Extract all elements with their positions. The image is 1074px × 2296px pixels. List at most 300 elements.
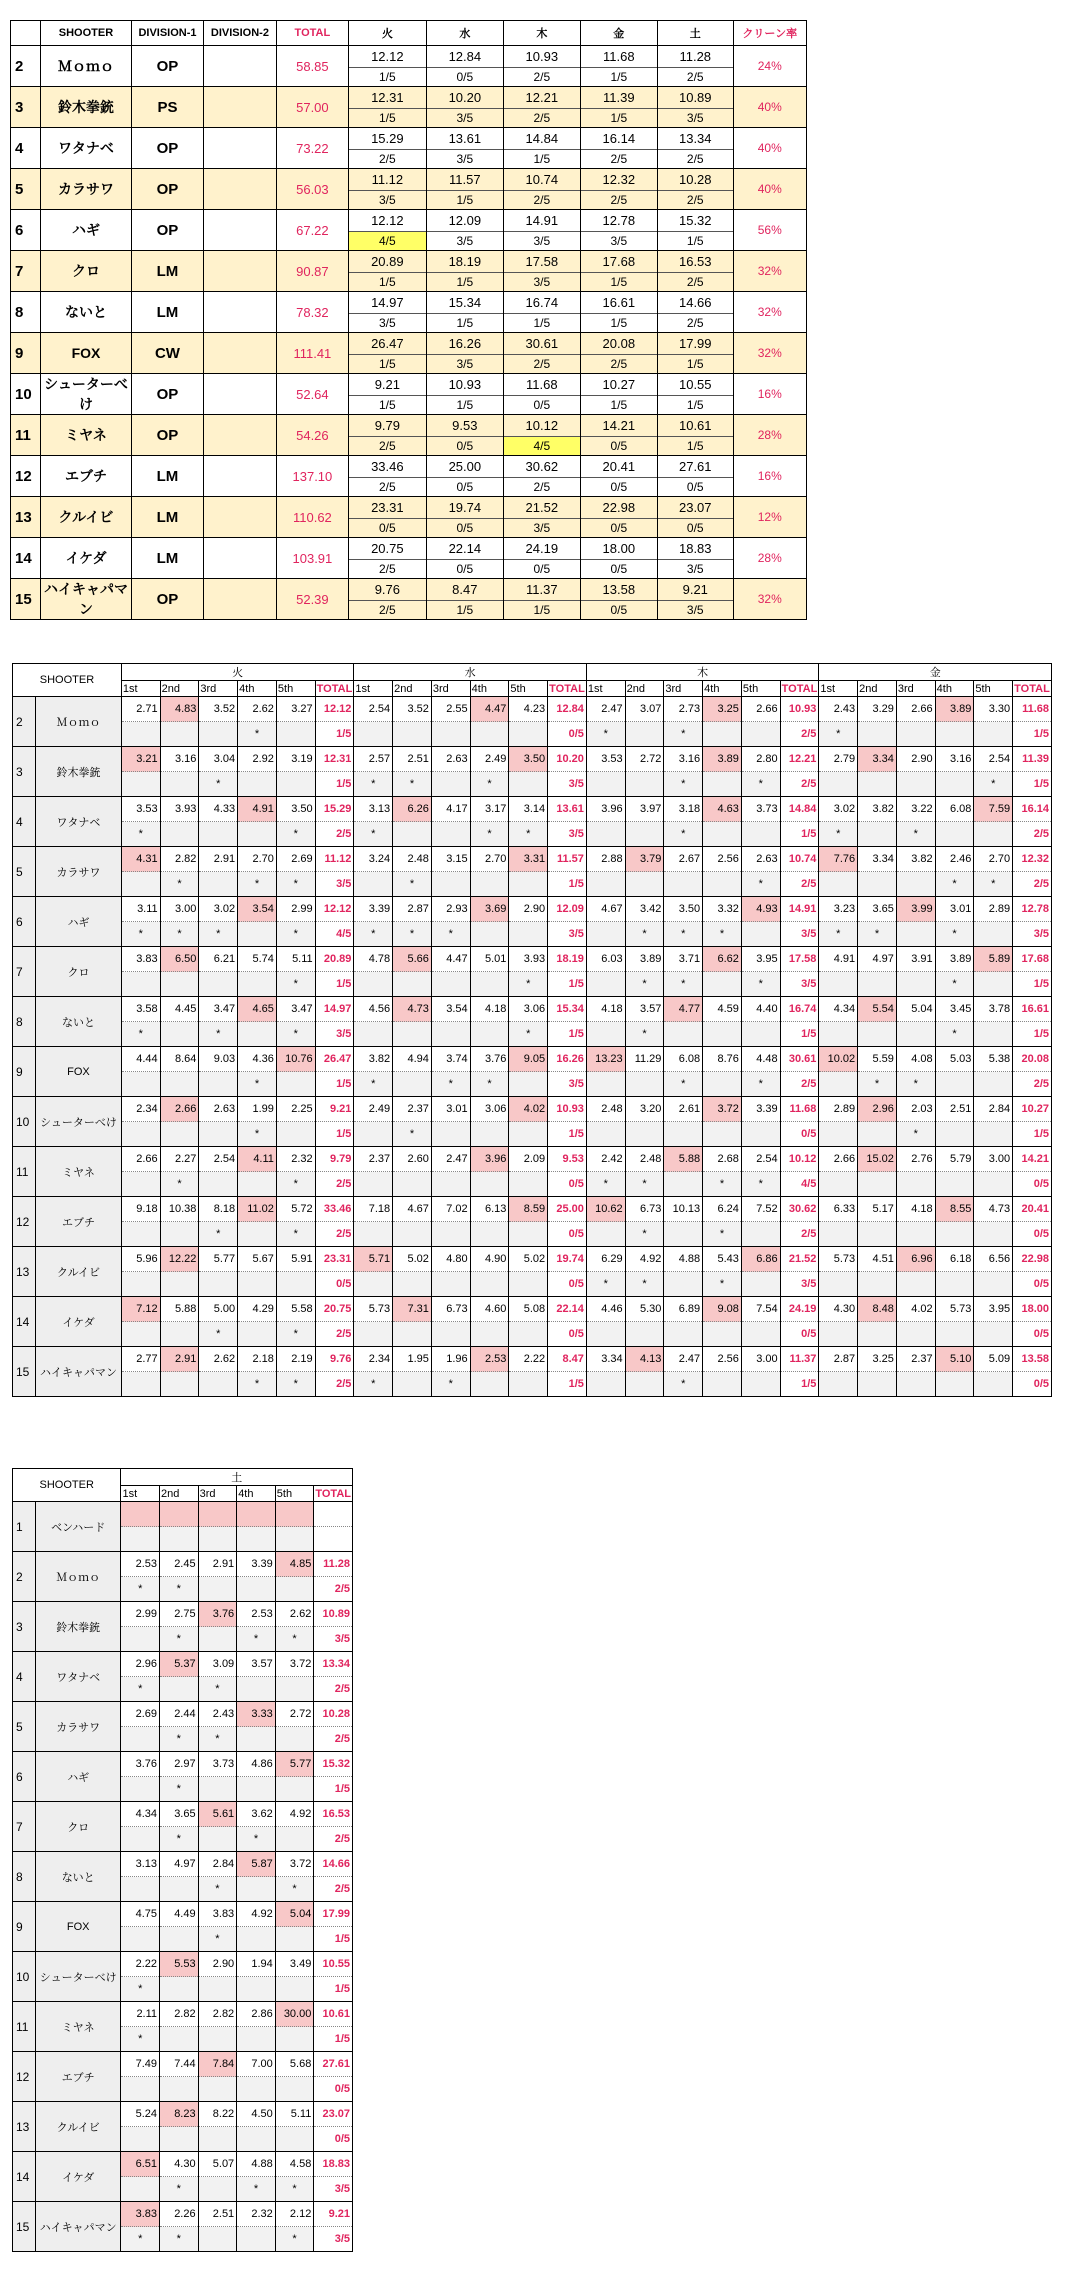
clean-mark [237, 1877, 276, 1902]
stage-time: 3.76 [470, 1047, 509, 1072]
stage-time: 2.70 [238, 847, 277, 872]
stage-header: 5th [741, 681, 780, 697]
clean-mark [121, 972, 160, 997]
stage-time: 3.82 [354, 1047, 393, 1072]
day-cell [580, 210, 657, 251]
clean-mark [354, 722, 393, 747]
day-clean-count [314, 1527, 353, 1552]
day-clean-count: 2/5 [780, 1222, 819, 1247]
day-time: 21.52 [504, 497, 579, 519]
day-cell [658, 497, 733, 538]
clean-mark [121, 1072, 160, 1097]
day-cell [349, 292, 426, 333]
clean-mark [121, 1372, 160, 1397]
clean-mark [509, 1372, 548, 1397]
stage-time: 11.29 [625, 1047, 664, 1072]
day-cell [426, 579, 503, 620]
stage-time: 2.56 [703, 847, 742, 872]
day-time: 30.61 [504, 333, 579, 355]
stage-time: 5.07 [198, 2152, 237, 2177]
stage-time: 4.23 [509, 697, 548, 722]
clean-mark [974, 1072, 1013, 1097]
day-time: 14.97 [349, 292, 425, 314]
day-time: 10.20 [427, 87, 503, 109]
day-clean: 1/5 [686, 234, 704, 248]
stage-time: 4.92 [237, 1902, 276, 1927]
stage-time: 5.87 [237, 1852, 276, 1877]
day-total: 12.21 [780, 747, 819, 772]
day-time: 12.09 [427, 210, 503, 232]
stage-time: 6.56 [974, 1247, 1013, 1272]
shooter-name: Ｍｏｍｏ [35, 1552, 121, 1602]
clean-mark: * [199, 922, 238, 947]
detail-mark-row [13, 1022, 1052, 1047]
stage-time: 6.08 [935, 797, 974, 822]
clean-mark: * [858, 1072, 897, 1097]
day-clean-count: 0/5 [548, 1222, 587, 1247]
stage-time: 2.56 [703, 1347, 742, 1372]
shooter-name: ハイキャパマン [35, 2202, 121, 2252]
stage-time: 5.00 [199, 1297, 238, 1322]
row-number: 7 [11, 251, 41, 292]
stage-header: 2nd [160, 681, 199, 697]
clean-mark [199, 1122, 238, 1147]
day-clean-count: 3/5 [548, 822, 587, 847]
stage-time: 6.33 [819, 1197, 858, 1222]
day-clean: 0/5 [456, 562, 474, 576]
day-time: 17.99 [658, 333, 732, 355]
row-number: 15 [13, 1347, 36, 1397]
clean-mark: * [160, 1727, 199, 1752]
day-clean: 0/5 [379, 521, 396, 535]
clean-mark [586, 1372, 625, 1397]
clean-mark [509, 1122, 548, 1147]
clean-mark: * [276, 1172, 315, 1197]
division-1: OP [131, 169, 203, 210]
stage-header: 4th [237, 1486, 276, 1502]
clean-mark [586, 1222, 625, 1247]
stage-time: 4.08 [896, 1047, 935, 1072]
stage-time: 4.47 [470, 697, 509, 722]
day-clean: 0/5 [456, 70, 474, 84]
day-total: 13.34 [314, 1652, 353, 1677]
stage-time: 3.82 [858, 797, 897, 822]
total-header: TOTAL [781, 682, 818, 695]
stage-time: 3.49 [275, 1952, 314, 1977]
day-time: 17.58 [504, 251, 579, 273]
stage-time: 4.90 [470, 1247, 509, 1272]
day-time: 25.00 [427, 456, 503, 478]
stage-time: 4.83 [160, 697, 199, 722]
day-clean-count: 2/5 [1013, 872, 1052, 897]
day-clean: 3/5 [610, 234, 628, 248]
day-clean-count: 0/5 [314, 2077, 353, 2102]
clean-mark [741, 1222, 780, 1247]
total-time: 137.10 [276, 456, 348, 497]
stage-time: 4.50 [237, 2102, 276, 2127]
stage-time: 6.08 [664, 1047, 703, 1072]
stage-time: 2.73 [664, 697, 703, 722]
clean-mark [431, 1322, 470, 1347]
clean-mark [160, 2077, 199, 2102]
stage-time: 4.45 [160, 997, 199, 1022]
stage-time: 3.52 [199, 697, 238, 722]
day-cell [580, 87, 657, 128]
day-clean: 1/5 [456, 193, 474, 207]
row-number: 8 [13, 1852, 36, 1902]
stage-time: 3.83 [121, 947, 160, 972]
clean-mark: * [199, 1222, 238, 1247]
day-cell [658, 46, 733, 87]
day-time: 22.14 [427, 538, 503, 560]
day-time: 15.34 [427, 292, 503, 314]
stage-time: 5.58 [276, 1297, 315, 1322]
stage-time: 4.13 [625, 1347, 664, 1372]
clean-mark: * [896, 1072, 935, 1097]
detail-time-row [13, 1702, 353, 1727]
stage-time: 3.16 [160, 747, 199, 772]
clean-mark [275, 1677, 314, 1702]
stage-time: 3.22 [896, 797, 935, 822]
clean-rate: 28% [733, 415, 807, 456]
clean-mark [974, 1272, 1013, 1297]
stage-time: 6.18 [935, 1247, 974, 1272]
clean-mark: * [625, 1222, 664, 1247]
stage-time: 6.89 [664, 1297, 703, 1322]
summary-row [11, 579, 807, 620]
day-time: 10.89 [658, 87, 732, 109]
clean-mark [819, 1372, 858, 1397]
day-time: 9.79 [349, 415, 425, 437]
division-2 [204, 87, 276, 128]
clean-mark [160, 1072, 199, 1097]
day-cell [658, 292, 733, 333]
row-number: 13 [11, 497, 41, 538]
summary-row [11, 415, 807, 456]
shooter-name: 鈴木拳銃 [36, 747, 122, 797]
clean-mark [238, 822, 277, 847]
day-cell [580, 251, 657, 292]
stage-time: 5.72 [276, 1197, 315, 1222]
clean-mark [896, 1322, 935, 1347]
stage-time: 3.52 [393, 697, 432, 722]
stage-time: 2.45 [160, 1552, 199, 1577]
shooter-name: FOX [36, 1047, 122, 1097]
detail-time-row [13, 1602, 353, 1627]
stage-time: 2.82 [160, 2002, 199, 2027]
clean-mark [238, 922, 277, 947]
stage-time: 4.92 [625, 1247, 664, 1272]
day-cell [580, 292, 657, 333]
day-time: 9.21 [658, 579, 732, 601]
stage-time: 2.60 [393, 1147, 432, 1172]
clean-mark [470, 1122, 509, 1147]
day-time: 10.61 [658, 415, 732, 437]
clean-mark [741, 1322, 780, 1347]
row-number: 5 [13, 1702, 36, 1752]
shooter-name: FOX [41, 333, 132, 374]
stage-time: 3.65 [858, 897, 897, 922]
day-total: 13.61 [548, 797, 587, 822]
stage-time: 2.57 [354, 747, 393, 772]
clean-mark: * [896, 1122, 935, 1147]
day-clean-count: 1/5 [314, 1777, 353, 1802]
clean-mark [160, 1322, 199, 1347]
day-total: 8.47 [548, 1347, 587, 1372]
total-header: TOTAL [1014, 682, 1050, 695]
stage-time: 5.68 [275, 2052, 314, 2077]
day-cell [504, 87, 580, 128]
day-clean: 0/5 [456, 480, 474, 494]
clean-mark [237, 1527, 276, 1552]
day-cell [349, 374, 426, 415]
day-total: 9.21 [314, 2202, 353, 2227]
stage-time: 5.74 [238, 947, 277, 972]
stage-time: 2.88 [586, 847, 625, 872]
stage-time: 5.10 [935, 1347, 974, 1372]
day-clean: 2/5 [533, 111, 551, 125]
clean-mark [393, 822, 432, 847]
day-cell [504, 579, 580, 620]
clean-mark: * [354, 822, 393, 847]
stage-time: 4.31 [121, 847, 160, 872]
stage-time: 3.23 [819, 897, 858, 922]
day-clean: 2/5 [610, 152, 628, 166]
division-1: LM [131, 538, 203, 579]
day-time: 17.68 [581, 251, 657, 273]
detail-time-row [13, 2202, 353, 2227]
day-clean: 0/5 [610, 521, 628, 535]
day-cell [580, 333, 657, 374]
clean-mark [121, 1272, 160, 1297]
day-total: 10.93 [780, 697, 819, 722]
day-cell [658, 333, 733, 374]
day-cell [349, 46, 426, 87]
day-total: 10.93 [548, 1097, 587, 1122]
stage-time: 5.11 [275, 2102, 314, 2127]
day-clean: 0/5 [610, 603, 628, 617]
stage-time: 9.18 [121, 1197, 160, 1222]
clean-mark [509, 772, 548, 797]
day-time: 16.53 [658, 251, 732, 273]
stage-time: 3.89 [625, 947, 664, 972]
stage-header: 1st [586, 681, 625, 697]
stage-time: 7.54 [741, 1297, 780, 1322]
clean-mark [431, 772, 470, 797]
clean-mark [664, 1172, 703, 1197]
day-clean-count: 1/5 [1013, 722, 1052, 747]
division-2 [204, 415, 276, 456]
clean-mark [935, 772, 974, 797]
stage-time: 5.11 [276, 947, 315, 972]
stage-time: 2.18 [238, 1347, 277, 1372]
day-cell [504, 128, 580, 169]
stage-time: 2.69 [121, 1702, 160, 1727]
day-header: 金 [819, 664, 1052, 681]
day-total: 20.41 [1013, 1197, 1052, 1222]
stage-time: 7.84 [198, 2052, 237, 2077]
day-total: 17.58 [780, 947, 819, 972]
stage-time: 2.67 [664, 847, 703, 872]
stage-time: 9.08 [703, 1297, 742, 1322]
summary-header-cell: 土 [658, 21, 733, 46]
day-clean-count: 2/5 [780, 772, 819, 797]
clean-mark [935, 1372, 974, 1397]
stage-time: 4.63 [703, 797, 742, 822]
clean-mark: * [664, 822, 703, 847]
detail-mark-row [13, 1222, 1052, 1247]
shooter-header: SHOOTER [13, 664, 122, 697]
summary-row [11, 87, 807, 128]
stage-time: 3.73 [198, 1752, 237, 1777]
day-total: 12.12 [315, 897, 354, 922]
stage-time: 5.67 [238, 1247, 277, 1272]
clean-mark [703, 1022, 742, 1047]
stage-time: 3.50 [664, 897, 703, 922]
stage-time: 2.42 [586, 1147, 625, 1172]
stage-time: 5.03 [935, 1047, 974, 1072]
division-1: OP [131, 210, 203, 251]
total-header: TOTAL [315, 1487, 351, 1500]
stage-time: 3.33 [237, 1702, 276, 1727]
day-clean: 0/5 [533, 398, 551, 412]
day-clean-count: 3/5 [314, 2227, 353, 2252]
stage-time: 4.34 [121, 1802, 160, 1827]
day-total: 27.61 [314, 2052, 353, 2077]
detail-time-row [13, 1097, 1052, 1122]
clean-mark [819, 1172, 858, 1197]
clean-mark [121, 2177, 160, 2202]
day-time: 14.91 [504, 210, 579, 232]
stage-time: 8.55 [935, 1197, 974, 1222]
clean-mark [198, 1627, 237, 1652]
stage-time: 3.07 [625, 697, 664, 722]
day-total: 11.68 [780, 1097, 819, 1122]
clean-mark [198, 1827, 237, 1852]
day-clean-count: 1/5 [314, 1927, 353, 1952]
row-number: 8 [11, 292, 41, 333]
clean-mark [354, 1222, 393, 1247]
day-time: 18.00 [581, 538, 657, 560]
clean-mark [121, 1727, 160, 1752]
shooter-name: ワタナベ [41, 128, 132, 169]
clean-mark [198, 1577, 237, 1602]
clean-mark [703, 1122, 742, 1147]
day-cell [504, 251, 580, 292]
clean-mark: * [238, 1372, 277, 1397]
stage-time: 3.76 [198, 1602, 237, 1627]
row-number: 14 [11, 538, 41, 579]
total-time: 111.41 [276, 333, 348, 374]
clean-rate: 40% [733, 169, 807, 210]
day-total: 13.58 [1013, 1347, 1052, 1372]
stage-time: 4.34 [819, 997, 858, 1022]
row-number: 9 [11, 333, 41, 374]
day-clean-count: 0/5 [548, 722, 587, 747]
day-clean: 3/5 [379, 193, 396, 207]
day-cell [658, 374, 733, 415]
clean-mark [238, 1322, 277, 1347]
day-clean: 2/5 [610, 193, 628, 207]
day-cell [349, 415, 426, 456]
clean-mark [703, 722, 742, 747]
clean-mark: * [276, 1022, 315, 1047]
division-2 [204, 128, 276, 169]
clean-mark: * [160, 1577, 199, 1602]
stage-header: 3rd [664, 681, 703, 697]
day-clean-count: 1/5 [548, 1372, 587, 1397]
clean-mark: * [703, 1172, 742, 1197]
stage-time: 2.90 [509, 897, 548, 922]
clean-mark [935, 1072, 974, 1097]
stage-time: 2.54 [199, 1147, 238, 1172]
day-clean-count: 0/5 [1013, 1272, 1052, 1297]
day-clean-count: 0/5 [1013, 1222, 1052, 1247]
clean-mark: * [664, 972, 703, 997]
day-time: 16.74 [504, 292, 579, 314]
clean-mark [431, 1022, 470, 1047]
stage-time: 2.26 [160, 2202, 199, 2227]
stage-time: 3.57 [237, 1652, 276, 1677]
stage-time: 2.32 [276, 1147, 315, 1172]
day-total: 24.19 [780, 1297, 819, 1322]
clean-mark [198, 2227, 237, 2252]
stage-time: 5.66 [393, 947, 432, 972]
stage-time: 5.71 [354, 1247, 393, 1272]
stage-time: 3.95 [974, 1297, 1013, 1322]
detail-time-row [13, 1347, 1052, 1372]
clean-mark [664, 1022, 703, 1047]
row-number: 12 [13, 2052, 36, 2102]
day-time: 20.89 [349, 251, 425, 273]
day-clean-count: 2/5 [780, 872, 819, 897]
stage-time: 3.42 [625, 897, 664, 922]
day-cell [426, 292, 503, 333]
day-clean: 1/5 [379, 70, 396, 84]
summary-row [11, 333, 807, 374]
stage-time: 2.99 [276, 897, 315, 922]
clean-mark: * [238, 1122, 277, 1147]
day-clean: 0/5 [533, 562, 551, 576]
clean-mark [199, 822, 238, 847]
summary-table [10, 20, 807, 620]
day-clean: 1/5 [533, 603, 551, 617]
stage-time: 4.48 [741, 1047, 780, 1072]
stage-time: 2.70 [974, 847, 1013, 872]
detail-time-row [13, 1852, 353, 1877]
day-clean-count: 1/5 [1013, 1022, 1052, 1047]
stage-time: 6.03 [586, 947, 625, 972]
summary-header-cell: DIVISION-2 [204, 21, 276, 46]
clean-mark [664, 1122, 703, 1147]
division-2 [204, 456, 276, 497]
clean-mark [470, 1372, 509, 1397]
stage-header: 1st [354, 681, 393, 697]
day-clean: 0/5 [610, 562, 628, 576]
total-time: 67.22 [276, 210, 348, 251]
stage-time: 2.82 [160, 847, 199, 872]
clean-mark [896, 1172, 935, 1197]
stage-time: 2.43 [198, 1702, 237, 1727]
clean-mark [198, 2177, 237, 2202]
clean-mark [819, 1122, 858, 1147]
day-clean: 3/5 [686, 603, 704, 617]
clean-mark [275, 1577, 314, 1602]
day-time: 11.12 [349, 169, 425, 191]
day-total: 12.09 [548, 897, 587, 922]
clean-mark: * [198, 1927, 237, 1952]
stage-time: 4.60 [470, 1297, 509, 1322]
